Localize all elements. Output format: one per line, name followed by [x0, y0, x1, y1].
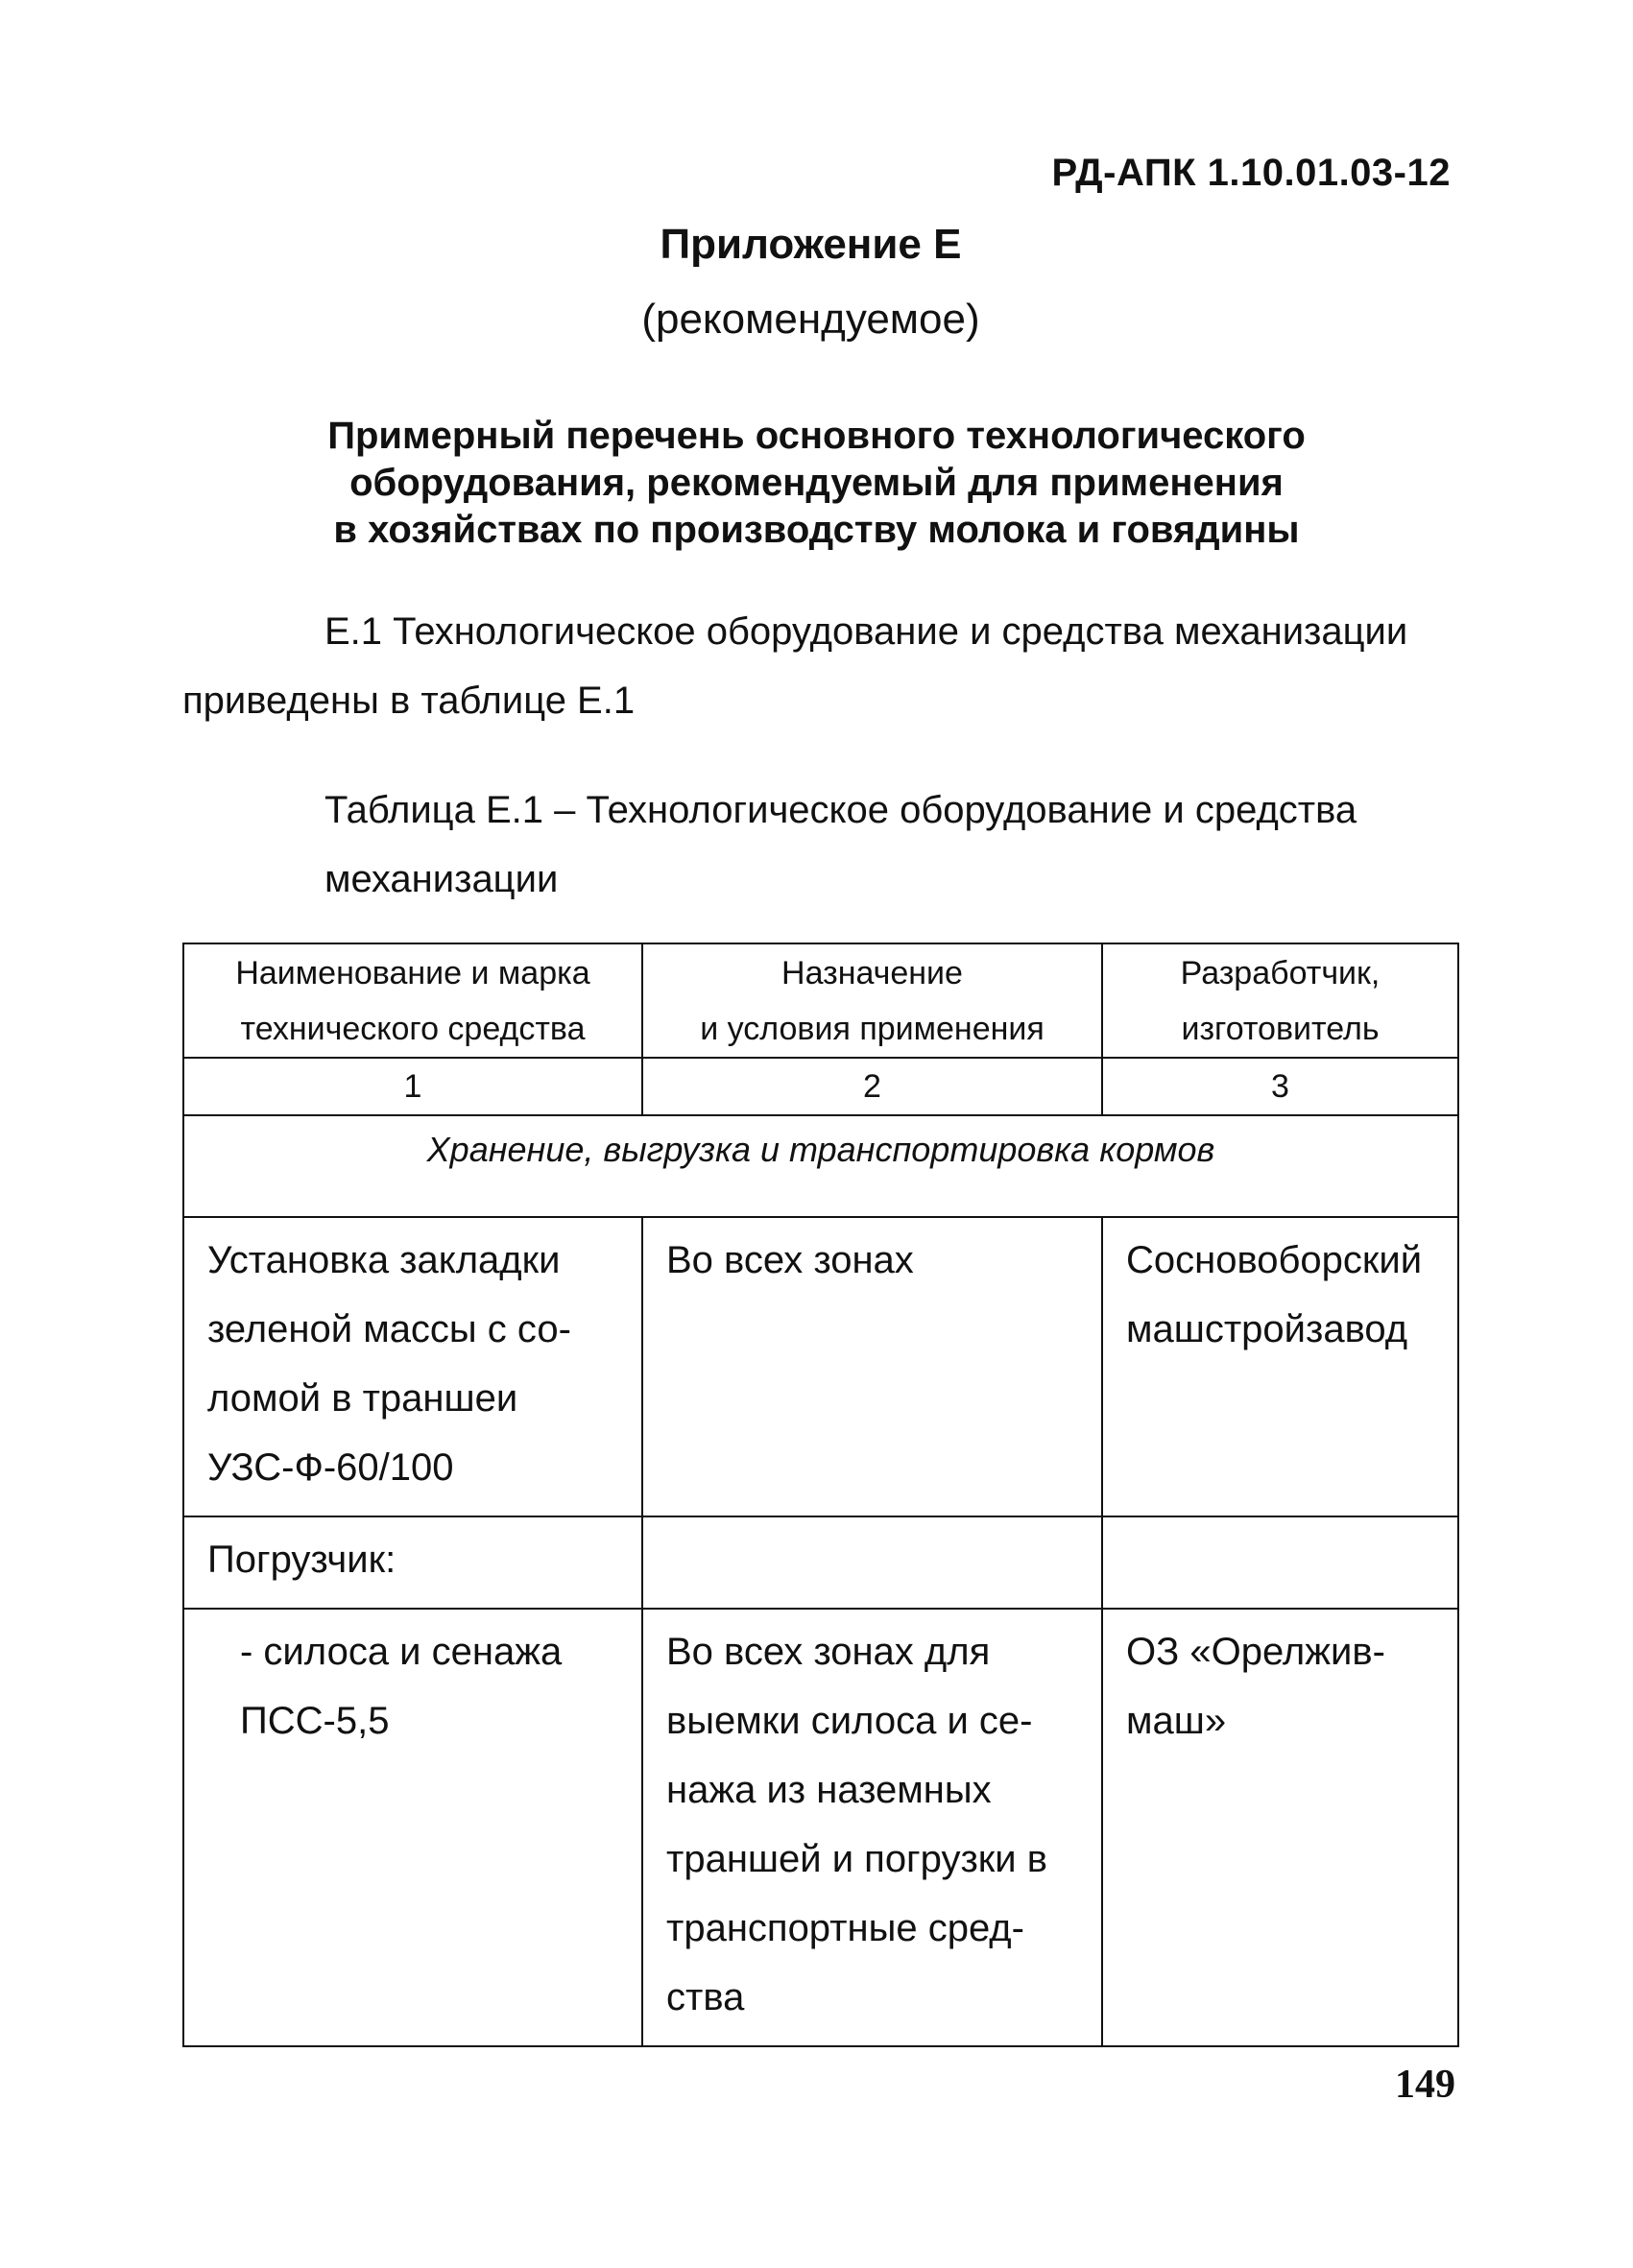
- heading-line: Примерный перечень основного технологического: [327, 415, 1306, 457]
- table-header-row: [183, 943, 1458, 1058]
- purpose-cell: [642, 1516, 1102, 1609]
- header-cell: [1102, 943, 1458, 1058]
- cell-line: маш»: [1126, 1700, 1227, 1742]
- cell-line: зеленой массы с со-: [207, 1308, 571, 1350]
- cell-line: - силоса и сенажа: [240, 1631, 563, 1673]
- table-row: [183, 1217, 1458, 1516]
- column-number: 1: [183, 1058, 642, 1115]
- header-text: Назначение: [781, 954, 963, 991]
- appendix-title: Приложение Е: [660, 221, 962, 268]
- table-caption: [324, 776, 1467, 914]
- header-text: и условия применения: [700, 1010, 1045, 1047]
- header-cell: [642, 943, 1102, 1058]
- column-number: 3: [1102, 1058, 1458, 1115]
- section-title: Хранение, выгрузка и транспортировка кормов: [183, 1115, 1458, 1217]
- caption-line: механизации: [324, 858, 559, 900]
- header-cell: [183, 943, 642, 1058]
- page-number: 149: [1395, 2063, 1455, 2107]
- name-cell: [183, 1516, 642, 1609]
- name-cell: [183, 1217, 642, 1516]
- appendix-subtitle: (рекомендуемое): [641, 296, 980, 343]
- header-text: изготовитель: [1181, 1010, 1380, 1047]
- table-row: [183, 1516, 1458, 1609]
- maker-cell: [1102, 1609, 1458, 2046]
- cell-line: выемки силоса и се-: [666, 1700, 1033, 1742]
- cell-line: транспортные сред-: [666, 1907, 1024, 1949]
- header-text: технического средства: [240, 1010, 586, 1047]
- equipment-table: [182, 943, 1459, 2047]
- name-cell: [183, 1609, 642, 2046]
- paragraph-line: приведены в таблице Е.1: [182, 680, 636, 722]
- column-number-row: [183, 1058, 1458, 1115]
- cell-line: Установка закладки: [207, 1239, 561, 1281]
- cell-line: Во всех зонах: [666, 1239, 914, 1281]
- header-text: Разработчик,: [1180, 954, 1381, 991]
- cell-line: нажа из наземных: [666, 1769, 992, 1811]
- heading-line: оборудования, рекомендуемый для применения: [349, 462, 1284, 504]
- section-row: [183, 1115, 1458, 1217]
- table-row: [183, 1609, 1458, 2046]
- caption-line: Таблица Е.1 – Технологическое оборудование и средства: [324, 789, 1357, 831]
- section-heading: [0, 413, 1633, 554]
- cell-line: ОЗ «Орелжив-: [1126, 1631, 1385, 1673]
- cell-line: траншей и погрузки в: [666, 1838, 1047, 1880]
- cell-line: УЗС-Ф-60/100: [207, 1446, 454, 1489]
- header-text: Наименование и марка: [235, 954, 590, 991]
- cell-line: ПСС-5,5: [240, 1700, 390, 1742]
- maker-cell: [1102, 1217, 1458, 1516]
- cell-line: ства: [666, 1976, 745, 2018]
- cell-line: Погрузчик:: [207, 1539, 396, 1581]
- purpose-cell: [642, 1217, 1102, 1516]
- heading-line: в хозяйствах по производству молока и говядины: [333, 509, 1300, 551]
- cell-line: Сосновоборский: [1126, 1239, 1423, 1281]
- paragraph-line: Е.1 Технологическое оборудование и средства механизации: [324, 610, 1408, 653]
- intro-paragraph: [182, 597, 1469, 735]
- maker-cell: [1102, 1516, 1458, 1609]
- document-code: РД-АПК 1.10.01.03-12: [1051, 152, 1451, 194]
- column-number: 2: [642, 1058, 1102, 1115]
- purpose-cell: [642, 1609, 1102, 2046]
- cell-line: ломой в траншеи: [207, 1377, 518, 1420]
- cell-line: машстройзавод: [1126, 1308, 1408, 1350]
- cell-line: Во всех зонах для: [666, 1631, 991, 1673]
